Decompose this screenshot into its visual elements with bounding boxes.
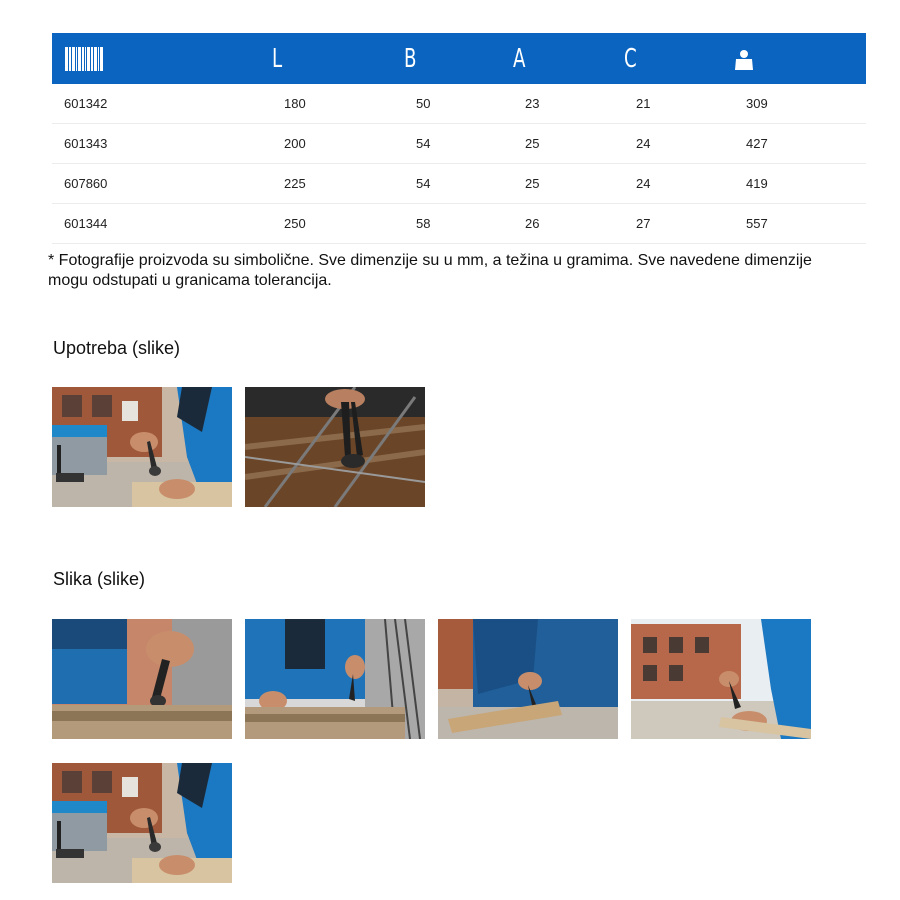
usage-section-title: Upotreba (slike) xyxy=(53,338,181,358)
images-section-title: Slika (slike) xyxy=(53,569,146,589)
gallery-photo[interactable] xyxy=(52,763,232,883)
cell-l: 200 xyxy=(272,124,404,164)
spec-table xyxy=(52,33,866,244)
header-c: C xyxy=(624,33,734,84)
cell-c: 24 xyxy=(624,124,734,164)
table-row xyxy=(52,84,866,124)
cell-a: 25 xyxy=(513,164,624,204)
cell-l: 225 xyxy=(272,164,404,204)
worker-board-pliers-photo xyxy=(245,619,425,739)
cell-article: 601342 xyxy=(52,84,272,124)
usage-photo[interactable] xyxy=(52,387,232,507)
worker-pliers-toolbox-photo xyxy=(52,763,232,883)
table-row xyxy=(52,204,866,244)
cell-article: 601343 xyxy=(52,124,272,164)
disclaimer-note: * Fotografije proizvoda su simbolične. Sve dimenzije su u mm, a težina u gramima. Sve navedene dimenzije mogu odstupati u granicama tolerancija. xyxy=(48,252,812,289)
cell-weight: 309 xyxy=(734,84,866,124)
weight-icon xyxy=(734,49,754,71)
header-width: B xyxy=(404,33,513,84)
pliers-rebar-photo xyxy=(245,387,425,507)
cell-b: 58 xyxy=(404,204,513,244)
gallery-photo[interactable] xyxy=(245,619,425,739)
cell-b: 50 xyxy=(404,84,513,124)
gallery-photo[interactable] xyxy=(52,619,232,739)
cell-c: 24 xyxy=(624,164,734,204)
worker-pliers-toolbox-photo xyxy=(52,387,232,507)
cell-c: 27 xyxy=(624,204,734,244)
header-weight xyxy=(734,33,866,84)
cell-weight: 427 xyxy=(734,124,866,164)
cell-a: 25 xyxy=(513,124,624,164)
cell-b: 54 xyxy=(404,164,513,204)
table-row xyxy=(52,124,866,164)
cell-b: 54 xyxy=(404,124,513,164)
barcode-icon xyxy=(65,47,103,71)
table-header-row xyxy=(52,33,866,84)
usage-photo[interactable] xyxy=(245,387,425,507)
cell-article: 601344 xyxy=(52,204,272,244)
header-length: L xyxy=(272,33,404,84)
cell-c: 21 xyxy=(624,84,734,124)
header-article-code xyxy=(52,33,272,84)
gallery-photo[interactable] xyxy=(631,619,811,739)
table-row xyxy=(52,164,866,204)
cell-weight: 419 xyxy=(734,164,866,204)
cell-a: 23 xyxy=(513,84,624,124)
cell-l: 180 xyxy=(272,84,404,124)
worker-building-site-photo xyxy=(631,619,811,739)
gallery-photo[interactable] xyxy=(438,619,618,739)
cell-a: 26 xyxy=(513,204,624,244)
pliers-closeup-photo xyxy=(52,619,232,739)
cell-weight: 557 xyxy=(734,204,866,244)
kneeling-worker-photo xyxy=(438,619,618,739)
cell-l: 250 xyxy=(272,204,404,244)
header-a: A xyxy=(513,33,624,84)
cell-article: 607860 xyxy=(52,164,272,204)
